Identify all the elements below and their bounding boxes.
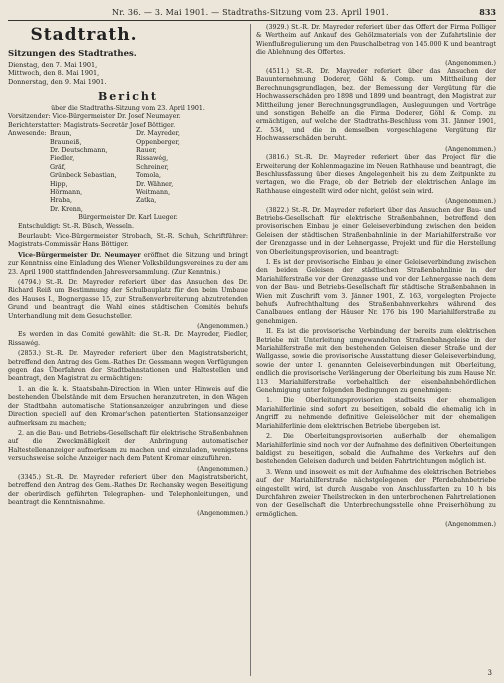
paragraph-lead: Vice-Bürgermeister Dr. Neumayer [18, 251, 141, 259]
accepted-note: (Angenommen.) [445, 145, 496, 153]
present-name [136, 206, 222, 214]
paragraph-text: eröffnet die Sitzung und bringt zur Kenntniss eine Einladung des Wiener Volksbildungsvereines zu der am 23. April 1900 stattfindenden Jahresversammlung. (Zur Kenntnis.) [8, 251, 248, 276]
present-name: Grünbeck Sebastian, [50, 172, 117, 180]
accepted-note: (Angenommen.) [197, 509, 248, 517]
paragraph [8, 252, 248, 277]
paragraph: (3822.) St.-R. Dr. Mayreder referiert über das Ansuchen der Bau- und Betriebs-Gesellschaft für elektrische Straßenbahnen, betreffend den provisorischen Einbau je einer Geleiseverbindung zwischen den beiden Geleisen der städtischen Straßenbahnlinie in der Mariahilferstraße vor der Grenzgasse und in der Lehnergasse, Projekt und für die Herstellung von Oberleitungsprovisorien, und beantragt: [256, 206, 496, 256]
paragraph: (3816.) St.-R. Dr. Mayreder referiert über das Project für die Erweiterung der Kohlenmagazine im Neuen Rathhause und beantragt, die Beschlussfassung über dieses Angelegenheit bis zu dem Zeitpunkte zu vertagen, wo die Frage, ob der Betrieb der elektrischen Anlage im Rathhause eingestellt wird oder nicht, gelöst sein wird. [256, 154, 496, 195]
paragraph: 2. Die Oberleitungsprovisorien außerhalb der ehemaligen Mariahilferlinie sind noch vor der Aufnahme des definitiven Oberleitungen baldigst zu beseitigen, sobald die Aufnahme des Verkehrs auf den bestehenden Geleisen dadurch und beiden Fahrtrichtungen möglich ist. [256, 433, 496, 466]
present-name: Schreiner, [136, 163, 169, 171]
paragraph: (3345.) St.-R. Dr. Mayreder referiert über den Magistratsbericht, betreffend den Antrag des Gem.-Rathes Dr. Rechansky wegen Beseitigung der oberirdisch geführten Telegraphen- und Telephonleitungen, und beantragt die Kenntnisnahme. [8, 473, 248, 507]
session-date-3: Donnerstag, den 9. Mai 1901. [8, 77, 107, 86]
present-name: Dr. Krenn, [50, 205, 83, 213]
session-date-2: Mittwoch, den 8. Mai 1901, [8, 69, 100, 78]
present-name: Tomola, [136, 172, 162, 180]
session-date-1: Dienstag, den 7. Mai 1901, [8, 61, 98, 69]
paragraph: (4511.) St.-R. Dr. Mayreder referiert über das Ansuchen der Bauunternehmung Doderer, Göhl & Comp. um Mittheilung der Berechnungsgrundlagen, bez. der Bemessung der Vergütung für die Hochwasserschäden pro 1898 und 1899 und beantragt, den Magistrat zur Mittheilung jener Berechnungsgrundlagen, Ausleguungen und Vorträge und sonstigen Behelfe an die Firma Doderer, Göhl & Comp. zu ermächtigen, auf welche der Stadtraths-Beschluss vom 31. Jänner 1901, Z. 534, und die in demselben vorgeschlagene Vergütung für Hochwasserschäden beruht. [256, 68, 496, 143]
accepted-note: (Angenommen.) [197, 465, 248, 473]
mayor-line: Bürgermeister Dr. Karl Lueger. [78, 214, 178, 222]
paragraph: I. Es ist der provisorische Einbau je einer Geleiseverbindung zwischen den beiden Geleisen der städtischen Straßenbahnlinie in der Mariahilferstraße vor der Grenzgasse und vor der Lehnergasse nach dem von der Bau- und Betriebs-Gesellschaft für städtische Straßenbahnen in Wien mit Zuschrift vom 3. Jänner 1901, Z. 163, vorgelegten Projecte behufs Aufrechthaltung des Straßenbahnverkehrs während des Canalbaues entlang der Häuser Nr. 176 bis 190 Mariahilferstraße zu genehmigen. [256, 258, 496, 325]
paragraph: 2. an die Bau- und Betriebs-Gesellschaft für elektrische Straßenbahnen auf die Zweckmäßigkeit der Anbringung automatischer Haltestellenanzeiger aufmerksam zu machen und einzuladen, wenigstens versuchsweise solche Anzeiger nach dem Patent Kromar einzuführen. [8, 429, 248, 463]
paragraph: (3929.) St.-R. Dr. Mayreder referiert über das Offert der Firma Polliger & Wertheim auf Ankauf des Gehölzmaterials von der Zufahrtslinie der Wienflußregulierung um den Pauschalbetrag von 145.000 K und beantragt die Ablehnung des Offertes. [256, 24, 496, 57]
present-name: Dr. Mayreder, [136, 130, 180, 138]
present-name: Fiedler, [50, 155, 75, 163]
present-name: Oppenberger, [136, 138, 180, 146]
present-name: Dr. Wähner, [136, 180, 174, 188]
present-name: Dr. Deutschmann, [50, 146, 108, 154]
present-row [8, 172, 248, 180]
paragraph: 1. an die k. k. Staatsbahn-Direction in Wien unter Hinweis auf die bestehenden Übelstände mit dem Ersuchen heranzutreten, in den Wägen der Stadtbahn automatische Stationsanzeiger anzubringen und diese Direction speciell auf den Kromar'schen patentierten Stationsanzeiger aufmerksam zu machen; [8, 385, 248, 427]
present-row [8, 139, 248, 147]
present-row [8, 189, 248, 197]
present-row [8, 206, 248, 214]
chair-line: Vorsitzender: Vice-Bürgermeister Dr. Josef Neumayer. [8, 113, 181, 121]
present-row [8, 181, 248, 189]
absent-line: Beurlaubt: Vice-Bürgermeister Strobach, St.-R. Schuh, Schriftführer: Magistrats-Commissär Hans Böttiger. [8, 232, 248, 249]
present-name: Hörmann, [50, 188, 83, 196]
present-row [8, 155, 248, 163]
present-name: Rissawég, [136, 155, 169, 163]
present-label: Anwesende: [8, 130, 47, 138]
report-heading: Bericht [97, 89, 159, 103]
present-name: Brauneiß, [50, 138, 82, 146]
present-name: Zatka, [136, 197, 157, 205]
present-name: Gräf, [50, 163, 66, 171]
present-row [8, 147, 248, 155]
running-header [8, 6, 496, 18]
paragraph: 3. Wenn und insoweit es mit der Aufnahme des elektrischen Betriebes auf der Mariahilferstraße nächstgelegenen der Pferdebahnbetriebe eingestellt wird, ist durch Ausgabe von Anschlussfarten zu 10 h bis Durchfahren zweier Theilstrecken in den unterbrochenen Fahrtrelationen von der Gesellschaft die Unterbrechungsstelle ohne Preiserhöhung zu ermöglichen. [256, 468, 496, 518]
section-title: Stadtrath. [30, 25, 138, 45]
present-name: Hipp, [50, 180, 68, 188]
present-name: Hraba, [50, 197, 73, 205]
report-subheading: über die Stadtraths-Sitzung vom 23. April 1901. [51, 104, 205, 112]
present-name: Braun, [50, 130, 72, 138]
present-row [8, 197, 248, 205]
paragraph: 1. Die Oberleitungsprovisorien stadtseits der ehemaligen Mariahilferlinie sind sofort zu beseitigen, sobald die ehemalig ich in Angriff zu nehmende definitive Geleiselöcher mit der ehemaligen Mariahilferlinie dem elektrischen Betriebe übergeben ist. [256, 397, 496, 430]
recorder-line: Berichterstatter: Magistrats-Secretär Josef Böttiger. [8, 121, 176, 129]
accepted-note: (Angenommen.) [445, 198, 496, 206]
sessions-heading: Sitzungen des Stadtrathes. [8, 49, 137, 59]
present-row [8, 130, 248, 138]
right-column [256, 24, 496, 530]
column-separator [250, 24, 251, 676]
paragraph: (2853.) St.-R. Dr. Mayreder referiert über den Magistratsbericht, betreffend den Antrag des Gem.-Rathes Dr. Gessmann wegen Verfügungen gegen das Überfahren der Stadtbahnstationen und Haltestellen und beantragt, den Magistrat zu ermächtigen: [8, 350, 248, 383]
present-name: Weitmann, [136, 188, 171, 196]
accepted-note: (Angenommen.) [445, 521, 496, 529]
paragraph: II. Es ist die provisorische Verbindung der bereits zum elektrischen Betriebe mit Unterleitung umgewandelten Straßenbahngeleise in der Mariahilferstraße mit den bestehenden Geleisen dieser Straße und der Wallgasse, sowie die provisorische Ausstattung dieser Geleiseverbindung, sowie der unter I. genannten Geleiseverbindungen mit Oberleitung, endlich die provisorische Verlängerung der Oberleitung bis zum Hause Nr. 113 Mariahilferstraße vorbehaltlich der eisenbahnbehördlichen Genehmigung unter folgenden Bedingungen zu genehmigen: [256, 328, 496, 395]
present-row [8, 164, 248, 172]
page-number: 833 [479, 7, 496, 17]
accepted-note: (Angenommen.) [445, 59, 496, 67]
footer-number: 3 [487, 669, 492, 677]
accepted-note: (Angenommen.) [197, 323, 248, 331]
excused-line: Entschuldigt: St.-R. Büsch, Wesseln. [18, 222, 134, 230]
paragraph: (4794.) St.-R. Dr. Mayreder referiert über das Ansuchen des Dr. Richard Reiß um Bestimmung der Schulbauplatz für den beim Umbaue des Hauses I., Bognergasse 15, zur Straßenverbreiterung abzutretenden Grund und beantragt die Wahl eines städtischen Comités behufs Unterhandlung mit dem Gesuchsteller. [8, 279, 248, 320]
running-title: Nr. 36. — 3. Mai 1901. — Stadtraths-Sitzung vom 23. April 1901. [112, 7, 389, 17]
paragraph: Es werden in das Comité gewählt: die St.-R. Dr. Mayreder, Fiedler, Rissawég. [8, 331, 248, 347]
header-rule [8, 20, 496, 21]
left-column [8, 24, 248, 518]
present-name: Rauer, [136, 146, 157, 154]
